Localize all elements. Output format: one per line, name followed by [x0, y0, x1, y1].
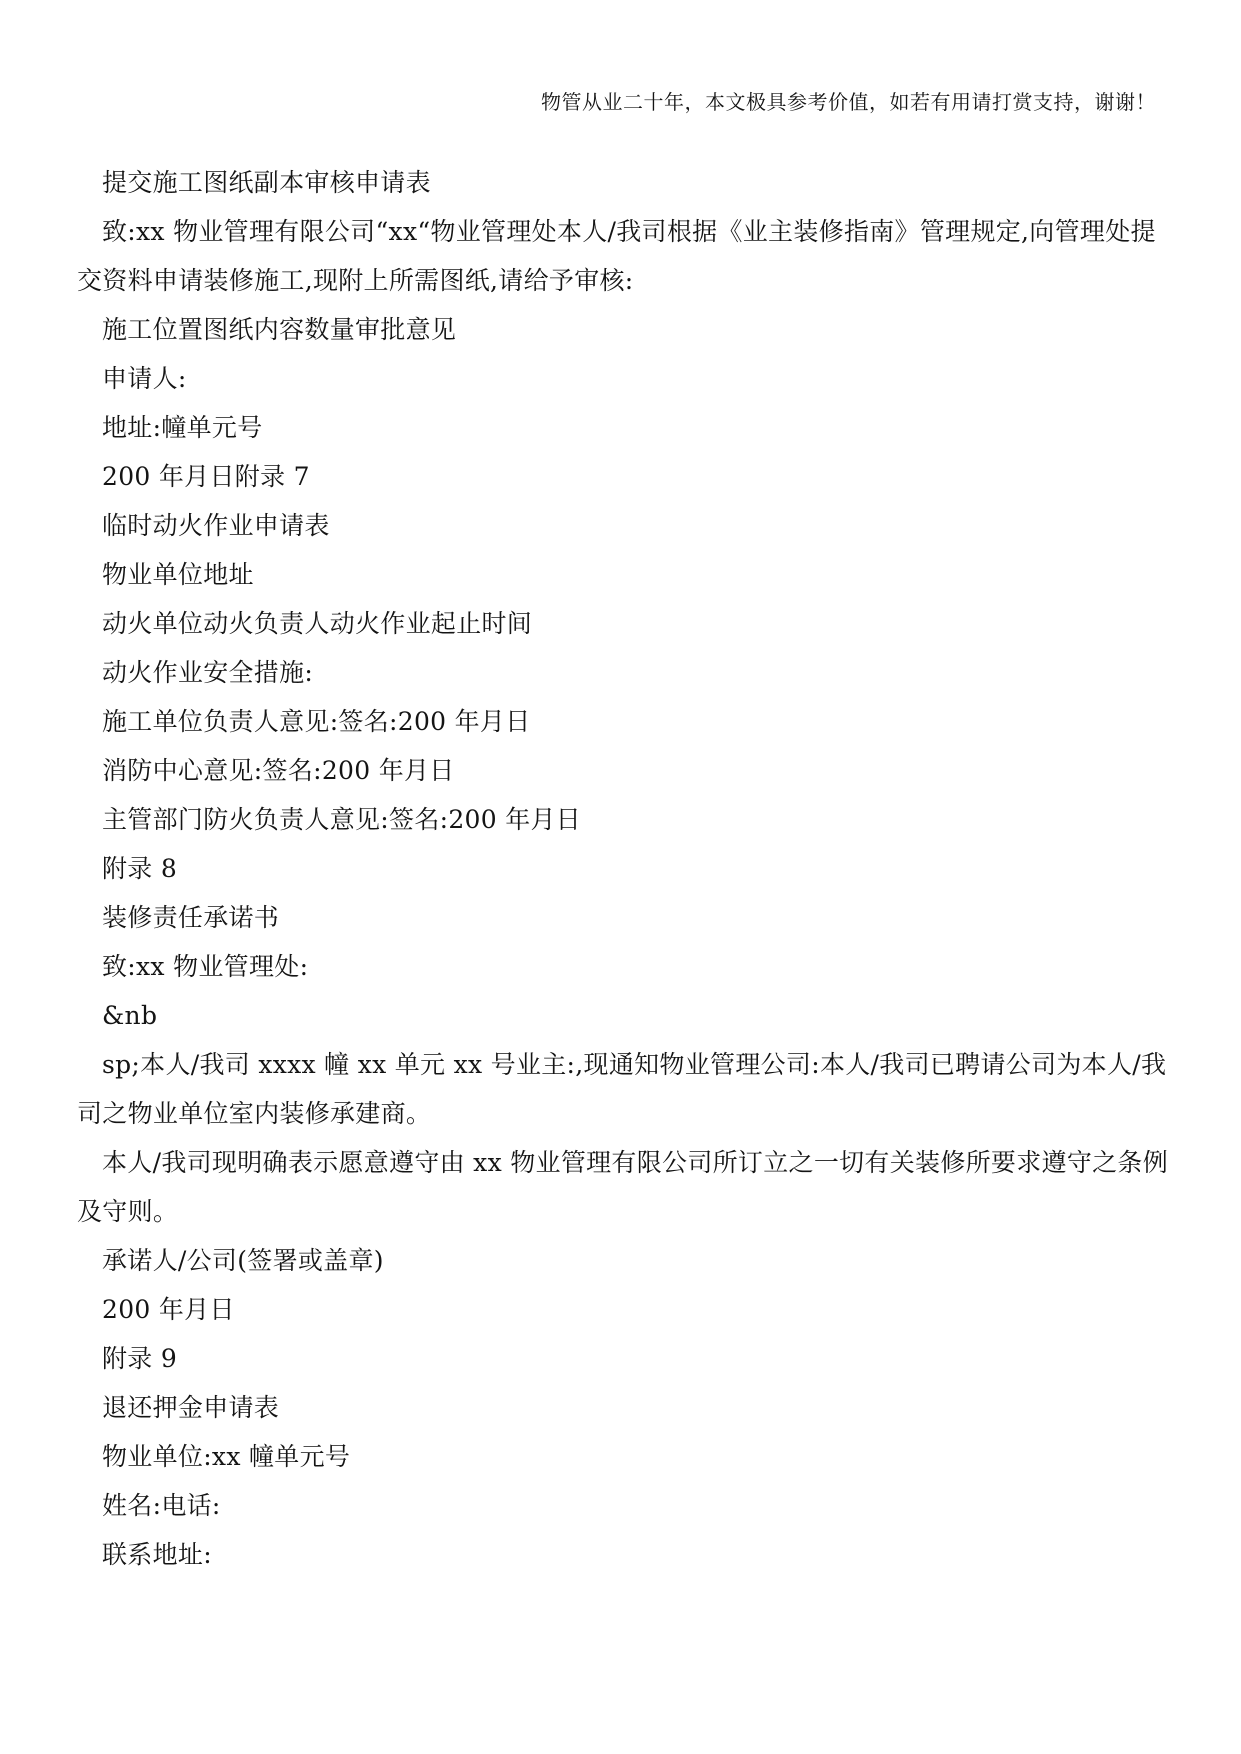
paragraph-compliance-statement: 本人/我司现明确表示愿意遵守由 xx 物业管理有限公司所订立之一切有关装修所要求遵守之条例及守则。	[77, 1148, 1169, 1226]
paragraph-addressee-request: 致:xx 物业管理有限公司“xx“物业管理处本人/我司根据《业主装修指南》管理规定,向管理处提交资料申请装修施工,现附上所需图纸,请给予审核:	[77, 217, 1156, 295]
paragraph-hot-work-unit: 动火单位动火负责人动火作业起止时间	[102, 609, 533, 638]
paragraph-contractor-opinion: 施工单位负责人意见:签名:200 年月日	[102, 707, 531, 736]
paragraph-date: 200 年月日	[102, 1295, 235, 1324]
paragraph-name-phone: 姓名:电话:	[102, 1491, 221, 1520]
form-title-deposit-refund: 退还押金申请表	[102, 1393, 280, 1422]
paragraph-property-unit: 物业单位:xx 幢单元号	[102, 1442, 351, 1471]
paragraph-department-opinion: 主管部门防火负责人意见:签名:200 年月日	[102, 805, 582, 834]
paragraph-signatory: 承诺人/公司(签署或盖章)	[102, 1246, 384, 1275]
form-title-hot-work: 临时动火作业申请表	[102, 511, 330, 540]
form-title-drawing-review: 提交施工图纸副本审核申请表	[102, 168, 431, 197]
paragraph-date-appendix-7: 200 年月日附录 7	[102, 462, 310, 491]
paragraph-contact-address: 联系地址:	[102, 1540, 212, 1569]
paragraph-safety-measures: 动火作业安全措施:	[102, 658, 314, 687]
paragraph-property-address: 物业单位地址	[102, 560, 254, 589]
paragraph-address: 地址:幢单元号	[102, 413, 263, 442]
paragraph-appendix-9: 附录 9	[102, 1344, 178, 1373]
paragraph-contractor-notice: sp;本人/我司 xxxx 幢 xx 单元 xx 号业主:,现通知物业管理公司:本人/我司已聘请公司为本人/我司之物业单位室内装修承建商。	[77, 1050, 1167, 1128]
paragraph-addressee-office: 致:xx 物业管理处:	[102, 952, 309, 981]
paragraph-applicant: 申请人:	[102, 364, 187, 393]
paragraph-nbsp-fragment: &nb	[102, 1001, 158, 1030]
document-body	[77, 158, 1169, 1579]
header-note: 物管从业二十年，本文极具参考价值，如若有用请打赏支持，谢谢！	[541, 90, 1156, 114]
paragraph-appendix-8: 附录 8	[102, 854, 178, 883]
form-title-commitment: 装修责任承诺书	[102, 903, 280, 932]
paragraph-fire-center-opinion: 消防中心意见:签名:200 年月日	[102, 756, 455, 785]
paragraph-table-headers: 施工位置图纸内容数量审批意见	[102, 315, 457, 344]
